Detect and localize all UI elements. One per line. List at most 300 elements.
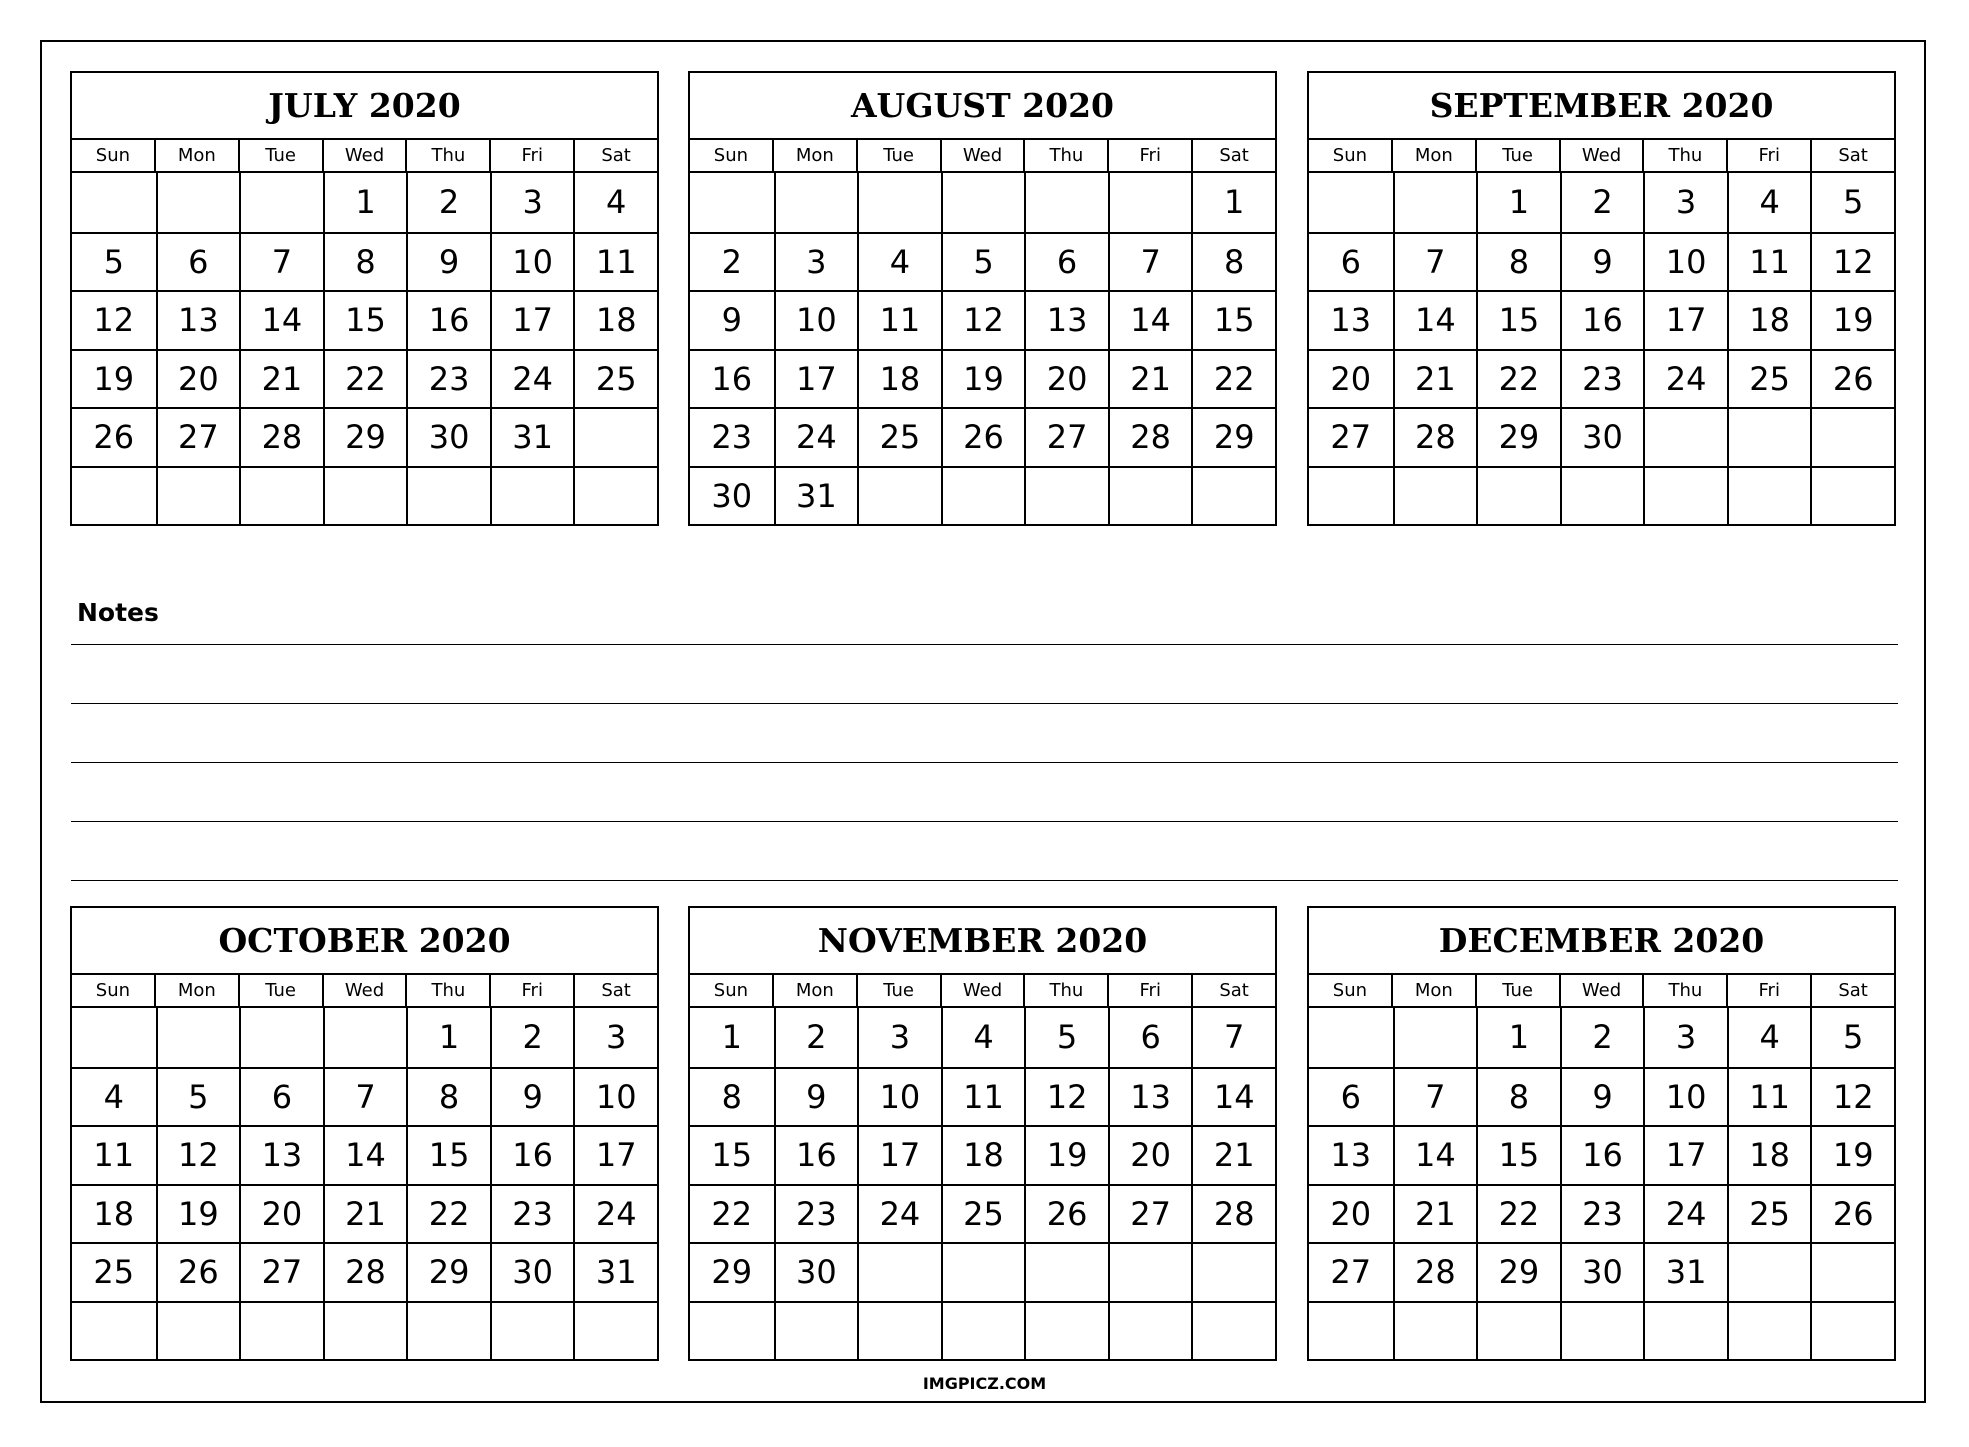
weekday-label: Fri <box>1726 975 1810 1006</box>
day-cell <box>774 173 858 232</box>
day-cell: 2 <box>1560 1008 1644 1067</box>
day-cell: 9 <box>490 1067 574 1126</box>
day-cell <box>1393 173 1477 232</box>
day-cell: 10 <box>1643 1067 1727 1126</box>
day-cell: 20 <box>156 349 240 408</box>
day-cell <box>573 407 657 466</box>
day-cell: 12 <box>941 290 1025 349</box>
weekday-label: Sat <box>573 140 657 171</box>
weekday-label: Wed <box>940 140 1024 171</box>
day-cell: 6 <box>239 1067 323 1126</box>
weekday-label: Mon <box>772 140 856 171</box>
weekday-label: Fri <box>489 975 573 1006</box>
day-cell: 3 <box>1643 1008 1727 1067</box>
day-cell: 1 <box>323 173 407 232</box>
weekday-label: Wed <box>322 140 406 171</box>
day-cell <box>1024 1242 1108 1301</box>
month-title: DECEMBER 2020 <box>1309 908 1894 975</box>
day-cell: 21 <box>239 349 323 408</box>
weekday-label: Thu <box>1023 975 1107 1006</box>
day-cell: 28 <box>323 1242 407 1301</box>
day-cell: 17 <box>774 349 858 408</box>
day-cell: 4 <box>1727 1008 1811 1067</box>
day-cell: 22 <box>1476 349 1560 408</box>
day-cell <box>156 466 240 525</box>
day-cell <box>1810 466 1894 525</box>
day-cell <box>1108 173 1192 232</box>
day-cell: 8 <box>1191 232 1275 291</box>
day-cell: 5 <box>941 232 1025 291</box>
day-cell <box>857 466 941 525</box>
weekday-header-row <box>690 975 1275 1008</box>
day-cell: 14 <box>1393 1125 1477 1184</box>
day-cell <box>1191 1301 1275 1360</box>
month-calendar <box>70 71 659 526</box>
day-cell: 13 <box>1024 290 1108 349</box>
day-cell: 28 <box>1393 407 1477 466</box>
day-cell: 15 <box>690 1125 774 1184</box>
day-cell: 18 <box>857 349 941 408</box>
day-cell: 22 <box>323 349 407 408</box>
day-cell <box>1024 466 1108 525</box>
day-cell <box>72 466 156 525</box>
notes-line <box>71 703 1898 704</box>
day-cell: 30 <box>774 1242 858 1301</box>
month-title: AUGUST 2020 <box>690 73 1275 140</box>
day-cell <box>1560 466 1644 525</box>
day-cell: 3 <box>774 232 858 291</box>
day-cell: 29 <box>1476 1242 1560 1301</box>
day-cell: 9 <box>406 232 490 291</box>
day-cell: 27 <box>239 1242 323 1301</box>
weekday-label: Fri <box>1107 140 1191 171</box>
day-cell: 7 <box>1393 1067 1477 1126</box>
day-cell: 19 <box>72 349 156 408</box>
day-cell: 26 <box>941 407 1025 466</box>
month-title: NOVEMBER 2020 <box>690 908 1275 975</box>
day-cell: 9 <box>774 1067 858 1126</box>
day-cell: 13 <box>1108 1067 1192 1126</box>
notes-line <box>71 644 1898 645</box>
weekday-label: Thu <box>405 975 489 1006</box>
day-cell <box>72 1301 156 1360</box>
day-cell: 13 <box>1309 290 1393 349</box>
day-cell: 13 <box>1309 1125 1393 1184</box>
day-cell <box>1191 1242 1275 1301</box>
day-cell: 25 <box>941 1184 1025 1243</box>
day-cell: 27 <box>1024 407 1108 466</box>
weekday-label: Sun <box>713 145 749 166</box>
day-cell: 11 <box>941 1067 1025 1126</box>
day-cell: 21 <box>1393 1184 1477 1243</box>
day-cell: 23 <box>690 407 774 466</box>
weekday-label: Sun <box>713 980 749 1001</box>
day-cell: 24 <box>490 349 574 408</box>
day-cell: 30 <box>490 1242 574 1301</box>
day-cell: 20 <box>1309 349 1393 408</box>
weekday-label: Sun <box>95 980 131 1001</box>
day-cell: 26 <box>156 1242 240 1301</box>
day-cell <box>1727 466 1811 525</box>
day-cell: 10 <box>573 1067 657 1126</box>
notes-line <box>71 880 1898 881</box>
day-cell: 25 <box>573 349 657 408</box>
weekday-label: Sat <box>1191 140 1275 171</box>
day-grid <box>72 1008 657 1359</box>
day-cell: 14 <box>1191 1067 1275 1126</box>
weekday-label: Mon <box>1391 975 1475 1006</box>
weekday-label: Mon <box>154 140 238 171</box>
weekday-header-row <box>72 140 657 173</box>
day-cell: 12 <box>1024 1067 1108 1126</box>
day-cell: 28 <box>1191 1184 1275 1243</box>
day-cell: 26 <box>1024 1184 1108 1243</box>
weekday-header-row <box>72 975 657 1008</box>
day-cell <box>1393 466 1477 525</box>
day-cell: 9 <box>1560 232 1644 291</box>
day-cell <box>690 173 774 232</box>
day-cell: 29 <box>1476 407 1560 466</box>
day-cell: 6 <box>1309 1067 1393 1126</box>
day-cell <box>1727 1301 1811 1360</box>
day-cell: 24 <box>1643 349 1727 408</box>
day-cell: 3 <box>1643 173 1727 232</box>
day-cell <box>1108 466 1192 525</box>
day-cell <box>1191 466 1275 525</box>
day-cell: 26 <box>1810 1184 1894 1243</box>
day-cell: 31 <box>1643 1242 1727 1301</box>
day-cell: 2 <box>406 173 490 232</box>
day-cell: 29 <box>690 1242 774 1301</box>
day-cell: 10 <box>857 1067 941 1126</box>
day-cell: 22 <box>406 1184 490 1243</box>
day-cell: 31 <box>490 407 574 466</box>
day-cell: 2 <box>1560 173 1644 232</box>
day-cell: 19 <box>941 349 1025 408</box>
weekday-label: Tue <box>856 140 940 171</box>
day-cell: 20 <box>1309 1184 1393 1243</box>
day-cell <box>1810 1301 1894 1360</box>
day-cell <box>1643 466 1727 525</box>
weekday-label: Sat <box>573 975 657 1006</box>
day-cell: 7 <box>323 1067 407 1126</box>
footer-watermark: IMGPICZ.COM <box>922 1374 1047 1393</box>
day-grid <box>1309 1008 1894 1359</box>
day-cell: 28 <box>1393 1242 1477 1301</box>
day-cell: 31 <box>573 1242 657 1301</box>
day-cell <box>857 1242 941 1301</box>
day-cell <box>490 1301 574 1360</box>
day-cell: 21 <box>1191 1125 1275 1184</box>
day-cell <box>1643 407 1727 466</box>
day-cell: 4 <box>941 1008 1025 1067</box>
day-cell: 8 <box>406 1067 490 1126</box>
day-cell <box>941 173 1025 232</box>
day-cell <box>573 466 657 525</box>
day-cell: 25 <box>1727 1184 1811 1243</box>
day-cell: 22 <box>690 1184 774 1243</box>
day-cell <box>406 1301 490 1360</box>
day-cell <box>1810 1242 1894 1301</box>
weekday-label: Fri <box>1726 140 1810 171</box>
day-cell: 29 <box>323 407 407 466</box>
day-cell: 21 <box>1393 349 1477 408</box>
day-cell: 12 <box>72 290 156 349</box>
day-cell: 29 <box>1191 407 1275 466</box>
weekday-header-row <box>1309 975 1894 1008</box>
day-cell: 12 <box>1810 232 1894 291</box>
day-cell: 4 <box>573 173 657 232</box>
weekday-label: Sat <box>1810 140 1894 171</box>
day-cell: 25 <box>72 1242 156 1301</box>
day-cell: 20 <box>239 1184 323 1243</box>
day-cell <box>573 1301 657 1360</box>
day-cell: 5 <box>156 1067 240 1126</box>
day-cell <box>156 1301 240 1360</box>
day-cell: 30 <box>690 466 774 525</box>
day-cell: 14 <box>239 290 323 349</box>
day-cell <box>239 466 323 525</box>
day-cell <box>1393 1008 1477 1067</box>
day-cell: 8 <box>323 232 407 291</box>
day-cell <box>1476 1301 1560 1360</box>
day-cell: 3 <box>573 1008 657 1067</box>
weekday-label: Sat <box>1191 975 1275 1006</box>
day-cell: 15 <box>1191 290 1275 349</box>
day-cell: 19 <box>1024 1125 1108 1184</box>
day-cell: 5 <box>1024 1008 1108 1067</box>
day-cell <box>941 1301 1025 1360</box>
day-cell <box>490 466 574 525</box>
day-cell: 1 <box>406 1008 490 1067</box>
day-cell: 23 <box>406 349 490 408</box>
notes-line <box>71 821 1898 822</box>
weekday-label: Thu <box>1642 140 1726 171</box>
day-grid <box>1309 173 1894 524</box>
weekday-label: Wed <box>1559 975 1643 1006</box>
day-cell <box>1727 407 1811 466</box>
day-cell: 16 <box>774 1125 858 1184</box>
day-cell: 12 <box>1810 1067 1894 1126</box>
day-cell: 27 <box>156 407 240 466</box>
day-cell <box>1393 1301 1477 1360</box>
weekday-label: Tue <box>238 975 322 1006</box>
day-cell: 17 <box>857 1125 941 1184</box>
day-cell: 18 <box>573 290 657 349</box>
day-cell <box>774 1301 858 1360</box>
day-cell: 18 <box>941 1125 1025 1184</box>
day-cell: 17 <box>1643 290 1727 349</box>
weekday-label: Sun <box>1332 980 1368 1001</box>
day-cell <box>857 1301 941 1360</box>
day-cell: 2 <box>774 1008 858 1067</box>
weekday-label: Sun <box>95 145 131 166</box>
month-calendar <box>688 71 1277 526</box>
day-cell: 10 <box>1643 232 1727 291</box>
day-cell <box>941 1242 1025 1301</box>
weekday-label: Tue <box>1475 140 1559 171</box>
day-cell: 25 <box>1727 349 1811 408</box>
day-cell: 30 <box>406 407 490 466</box>
day-cell: 14 <box>1108 290 1192 349</box>
day-cell: 19 <box>156 1184 240 1243</box>
day-cell: 10 <box>774 290 858 349</box>
day-cell <box>156 1008 240 1067</box>
day-cell: 8 <box>1476 232 1560 291</box>
day-cell <box>406 466 490 525</box>
day-cell <box>72 1008 156 1067</box>
day-cell: 24 <box>774 407 858 466</box>
day-cell <box>1024 1301 1108 1360</box>
day-cell <box>1727 1242 1811 1301</box>
month-title: SEPTEMBER 2020 <box>1309 73 1894 140</box>
weekday-label: Thu <box>405 140 489 171</box>
day-cell <box>239 173 323 232</box>
day-cell: 16 <box>406 290 490 349</box>
day-cell: 28 <box>239 407 323 466</box>
day-cell: 4 <box>72 1067 156 1126</box>
weekday-label: Tue <box>856 975 940 1006</box>
day-cell <box>323 1301 407 1360</box>
month-title: OCTOBER 2020 <box>72 908 657 975</box>
day-cell: 12 <box>156 1125 240 1184</box>
day-cell: 14 <box>323 1125 407 1184</box>
day-cell: 30 <box>1560 407 1644 466</box>
day-cell: 15 <box>1476 1125 1560 1184</box>
day-cell <box>1810 407 1894 466</box>
day-cell: 20 <box>1024 349 1108 408</box>
day-cell: 27 <box>1309 1242 1393 1301</box>
weekday-header-row <box>690 140 1275 173</box>
day-cell: 18 <box>1727 1125 1811 1184</box>
day-cell: 13 <box>239 1125 323 1184</box>
day-cell: 8 <box>1476 1067 1560 1126</box>
day-cell <box>1309 466 1393 525</box>
day-cell: 1 <box>1191 173 1275 232</box>
day-cell: 1 <box>1476 1008 1560 1067</box>
weekday-label: Thu <box>1023 140 1107 171</box>
day-cell: 5 <box>1810 173 1894 232</box>
day-cell: 16 <box>490 1125 574 1184</box>
day-cell: 24 <box>573 1184 657 1243</box>
day-cell: 25 <box>857 407 941 466</box>
day-cell: 30 <box>1560 1242 1644 1301</box>
day-cell: 1 <box>721 1018 742 1057</box>
day-cell: 10 <box>490 232 574 291</box>
day-cell: 21 <box>323 1184 407 1243</box>
day-cell <box>156 173 240 232</box>
weekday-label: Mon <box>1391 140 1475 171</box>
day-cell: 5 <box>1810 1008 1894 1067</box>
month-title: JULY 2020 <box>72 73 657 140</box>
day-cell: 13 <box>156 290 240 349</box>
day-cell: 27 <box>1309 407 1393 466</box>
day-cell <box>857 173 941 232</box>
day-cell: 11 <box>857 290 941 349</box>
month-calendar <box>1307 71 1896 526</box>
day-grid <box>690 1008 1275 1359</box>
day-cell <box>1560 1301 1644 1360</box>
day-cell: 23 <box>1560 349 1644 408</box>
day-cell: 11 <box>1727 1067 1811 1126</box>
day-cell: 7 <box>1108 232 1192 291</box>
day-cell: 20 <box>1108 1125 1192 1184</box>
day-cell: 16 <box>1560 1125 1644 1184</box>
day-cell: 1 <box>1476 173 1560 232</box>
day-cell <box>72 173 156 232</box>
weekday-label: Fri <box>1107 975 1191 1006</box>
day-cell: 2 <box>490 1008 574 1067</box>
day-cell: 3 <box>857 1008 941 1067</box>
day-cell: 17 <box>490 290 574 349</box>
day-cell: 9 <box>690 290 774 349</box>
weekday-label: Tue <box>1475 975 1559 1006</box>
day-cell <box>690 1301 774 1360</box>
day-cell: 11 <box>72 1125 156 1184</box>
day-cell: 18 <box>1727 290 1811 349</box>
day-cell: 15 <box>1476 290 1560 349</box>
day-cell: 2 <box>690 232 774 291</box>
day-cell: 4 <box>857 232 941 291</box>
day-cell: 22 <box>1191 349 1275 408</box>
day-grid <box>72 173 657 524</box>
weekday-label: Sat <box>1810 975 1894 1006</box>
day-cell: 17 <box>1643 1125 1727 1184</box>
day-cell: 11 <box>1727 232 1811 291</box>
day-cell: 3 <box>490 173 574 232</box>
day-cell <box>1643 1301 1727 1360</box>
day-cell: 18 <box>72 1184 156 1243</box>
day-cell: 15 <box>406 1125 490 1184</box>
day-cell: 29 <box>406 1242 490 1301</box>
day-cell: 23 <box>774 1184 858 1243</box>
notes-label: Notes <box>77 598 159 627</box>
day-cell: 19 <box>1810 1125 1894 1184</box>
weekday-label: Wed <box>940 975 1024 1006</box>
month-calendar <box>1307 906 1896 1361</box>
day-cell: 31 <box>774 466 858 525</box>
day-cell: 14 <box>1393 290 1477 349</box>
day-cell: 27 <box>1108 1184 1192 1243</box>
day-cell <box>323 466 407 525</box>
day-cell <box>1309 1301 1393 1360</box>
day-cell: 26 <box>72 407 156 466</box>
weekday-label: Mon <box>154 975 238 1006</box>
day-cell: 8 <box>690 1067 774 1126</box>
weekday-label: Fri <box>489 140 573 171</box>
day-cell <box>1309 1008 1393 1067</box>
weekday-label: Wed <box>1559 140 1643 171</box>
day-cell: 22 <box>1476 1184 1560 1243</box>
day-cell <box>1024 173 1108 232</box>
day-cell: 26 <box>1810 349 1894 408</box>
day-cell <box>1108 1242 1192 1301</box>
day-cell <box>1309 173 1393 232</box>
day-cell <box>941 466 1025 525</box>
day-cell <box>323 1008 407 1067</box>
day-cell: 24 <box>1643 1184 1727 1243</box>
day-cell: 6 <box>156 232 240 291</box>
month-calendar <box>70 906 659 1361</box>
day-cell: 9 <box>1560 1067 1644 1126</box>
day-cell: 7 <box>1393 232 1477 291</box>
day-cell: 5 <box>72 232 156 291</box>
day-cell: 16 <box>690 349 774 408</box>
weekday-header-row <box>1309 140 1894 173</box>
day-cell: 23 <box>490 1184 574 1243</box>
day-cell: 23 <box>1560 1184 1644 1243</box>
day-cell <box>1108 1301 1192 1360</box>
